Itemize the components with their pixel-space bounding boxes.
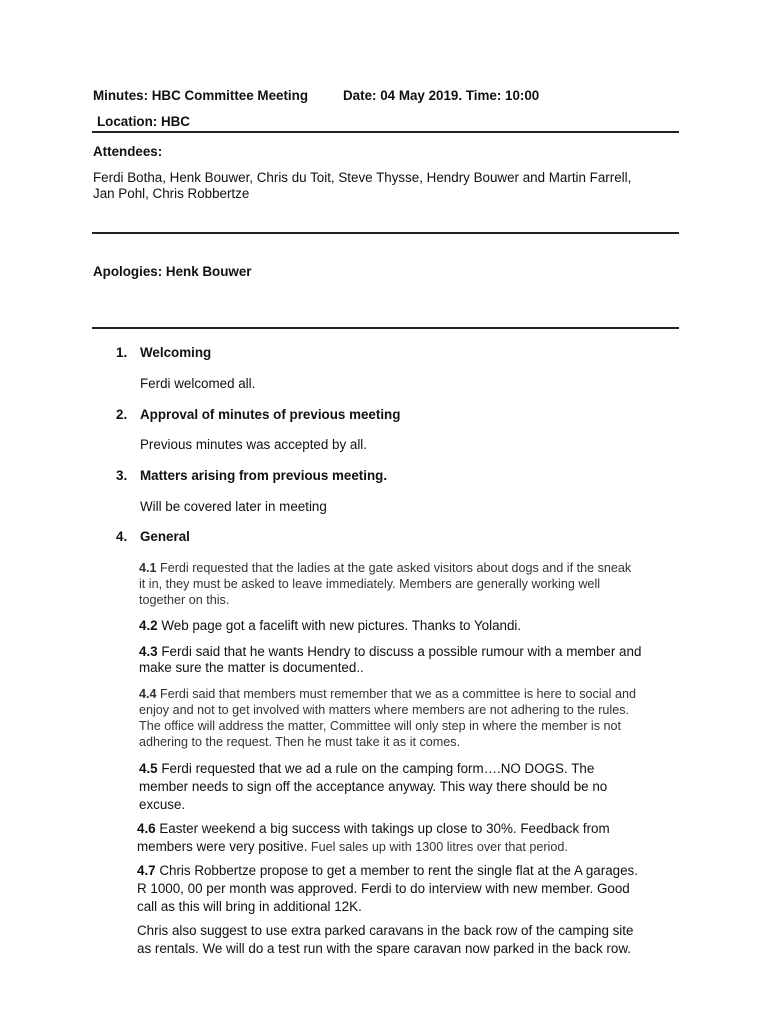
meeting-date-time: Date: 04 May 2019. Time: 10:00 <box>343 88 540 103</box>
section-title: General <box>140 529 190 544</box>
section-title: Welcoming <box>140 345 212 360</box>
general-item-4-2 <box>139 618 521 634</box>
divider <box>92 232 679 234</box>
section-title: Matters arising from previous meeting. <box>140 468 388 483</box>
apologies: Apologies: Henk Bouwer <box>93 264 252 279</box>
general-item-4-1 <box>139 560 631 608</box>
item-number: 4.1 <box>139 561 157 575</box>
item-text: R 1000, 00 per month was approved. Ferdi to do interview with new member. Good <box>137 881 630 896</box>
item-number: 4.7 <box>137 863 156 878</box>
item-number: 4.6 <box>137 821 156 836</box>
item-text: Fuel sales up with 1300 litres over that period. <box>307 840 568 854</box>
item-text: enjoy and not to get involved with matters where members are not adhering to the rules. <box>139 703 630 717</box>
divider <box>92 131 679 133</box>
item-text: Chris Robbertze propose to get a member to rent the single flat at the A garages. <box>155 863 638 878</box>
item-text: adhering to the request. Then he must take it as it comes. <box>139 735 461 749</box>
general-item-4-7 <box>137 862 638 916</box>
general-item-4-5 <box>139 760 607 814</box>
item-text: member needs to sign off the acceptance anyway. This way there should be no <box>139 779 608 794</box>
paragraph-line: as rentals. We will do a test run with the spare caravan now parked in the back row. <box>137 941 631 956</box>
meeting-location: Location: HBC <box>97 114 190 129</box>
item-text: it in, they must be asked to leave immediately. Members are generally working well <box>139 577 601 591</box>
item-text: Ferdi requested that the ladies at the gate asked visitors about dogs and if the sneak <box>156 561 632 575</box>
item-number: 4.2 <box>139 618 158 633</box>
item-text: excuse. <box>139 797 186 812</box>
item-number: 4.4 <box>139 687 157 701</box>
section-number: 4. <box>116 529 128 544</box>
item-text: Easter weekend a big success with takings up close to 30%. Feedback from <box>155 821 610 836</box>
section-body: Ferdi welcomed all. <box>140 376 256 391</box>
item-text: Ferdi said that he wants Hendry to discuss a possible rumour with a member and <box>157 644 642 659</box>
item-text: call as this will bring in additional 12K. <box>137 899 362 914</box>
section-body: Will be covered later in meeting <box>140 499 327 514</box>
section-number: 3. <box>116 468 128 483</box>
general-item-4-6 <box>137 820 610 856</box>
item-text: members were very positive. <box>137 839 308 854</box>
closing-paragraph <box>137 922 633 958</box>
general-item-4-3 <box>139 644 641 676</box>
minutes-title: Minutes: HBC Committee Meeting <box>93 88 309 103</box>
divider <box>92 327 679 329</box>
item-text: Web page got a facelift with new pictures. Thanks to Yolandi. <box>157 618 522 633</box>
item-number: 4.5 <box>139 761 158 776</box>
attendees-heading: Attendees: <box>93 144 163 159</box>
item-text: The office will address the matter, Committee will only step in where the member is not <box>139 719 622 733</box>
section-number: 2. <box>116 407 128 422</box>
item-text: Ferdi said that members must remember that we as a committee is here to social and <box>156 687 636 701</box>
section-number: 1. <box>116 345 128 360</box>
section-body: Previous minutes was accepted by all. <box>140 437 368 452</box>
item-text: together on this. <box>139 593 230 607</box>
item-number: 4.3 <box>139 644 158 659</box>
item-text: Ferdi requested that we ad a rule on the camping form….NO DOGS. The <box>157 761 595 776</box>
attendees-names-line1: Ferdi Botha, Henk Bouwer, Chris du Toit, Steve Thysse, Hendry Bouwer and Martin Farrell, <box>93 170 632 185</box>
paragraph-line: Chris also suggest to use extra parked caravans in the back row of the camping site <box>137 923 634 938</box>
general-item-4-4 <box>139 686 636 750</box>
attendees-names-line2: Jan Pohl, Chris Robbertze <box>93 186 250 201</box>
item-text: make sure the matter is documented.. <box>139 660 364 675</box>
section-title: Approval of minutes of previous meeting <box>140 407 401 422</box>
